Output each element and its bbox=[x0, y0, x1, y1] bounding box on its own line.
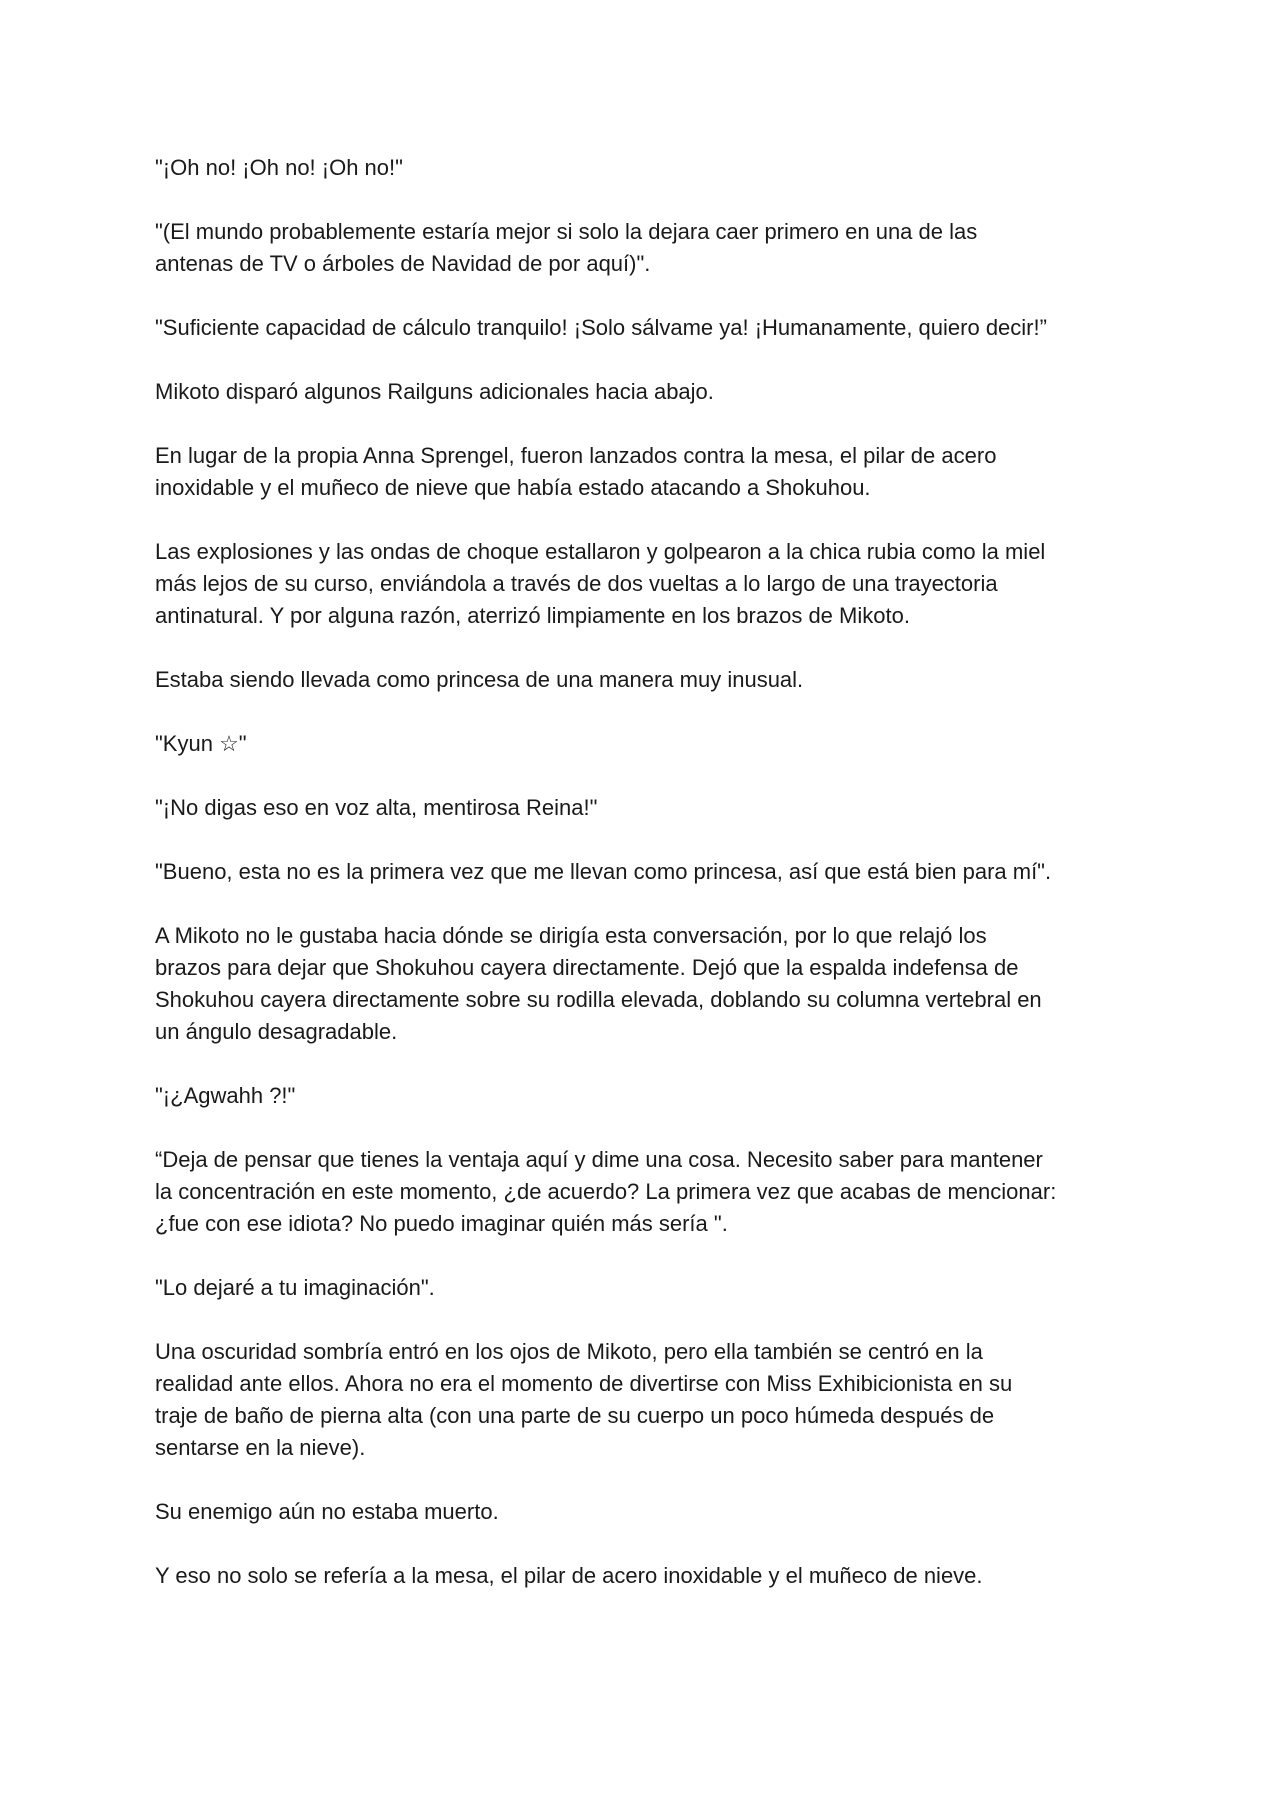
text-line: "¡¿Agwahh ?!" bbox=[155, 1083, 296, 1108]
text-line: Una oscuridad sombría entró en los ojos de Mikoto, pero ella también se centró en la bbox=[155, 1339, 983, 1364]
text-line: inoxidable y el muñeco de nieve que había estado atacando a Shokuhou. bbox=[155, 475, 871, 500]
text-line: "¡No digas eso en voz alta, mentirosa Reina!" bbox=[155, 795, 598, 820]
text-line: "¡Oh no! ¡Oh no! ¡Oh no!" bbox=[155, 155, 403, 180]
paragraph bbox=[155, 856, 1155, 888]
document-page bbox=[155, 152, 1155, 1624]
text-line: Las explosiones y las ondas de choque estallaron y golpearon a la chica rubia como la miel bbox=[155, 539, 1046, 564]
text-line: la concentración en este momento, ¿de acuerdo? La primera vez que acabas de mencionar: bbox=[155, 1179, 1057, 1204]
text-line: "Kyun ☆" bbox=[155, 731, 247, 756]
paragraph bbox=[155, 440, 1155, 504]
paragraph bbox=[155, 312, 1155, 344]
paragraph bbox=[155, 216, 1155, 280]
text-line: Su enemigo aún no estaba muerto. bbox=[155, 1499, 499, 1524]
text-line: "Bueno, esta no es la primera vez que me llevan como princesa, así que está bien para mí". bbox=[155, 859, 1052, 884]
text-line: más lejos de su curso, enviándola a través de dos vueltas a lo largo de una trayectoria bbox=[155, 571, 998, 596]
text-line: "(El mundo probablemente estaría mejor si solo la dejara caer primero en una de las bbox=[155, 219, 978, 244]
text-line: Estaba siendo llevada como princesa de una manera muy inusual. bbox=[155, 667, 804, 692]
paragraph bbox=[155, 1560, 1155, 1592]
text-line: sentarse en la nieve). bbox=[155, 1435, 366, 1460]
paragraph bbox=[155, 1080, 1155, 1112]
text-line: A Mikoto no le gustaba hacia dónde se dirigía esta conversación, por lo que relajó los bbox=[155, 923, 987, 948]
paragraph bbox=[155, 920, 1155, 1048]
text-line: “Deja de pensar que tienes la ventaja aquí y dime una cosa. Necesito saber para mantener bbox=[155, 1147, 1043, 1172]
text-line: Shokuhou cayera directamente sobre su rodilla elevada, doblando su columna vertebral en bbox=[155, 987, 1042, 1012]
text-line: antinatural. Y por alguna razón, aterrizó limpiamente en los brazos de Mikoto. bbox=[155, 603, 910, 628]
text-line: traje de baño de pierna alta (con una parte de su cuerpo un poco húmeda después de bbox=[155, 1403, 995, 1428]
text-line: En lugar de la propia Anna Sprengel, fueron lanzados contra la mesa, el pilar de acero bbox=[155, 443, 997, 468]
text-line: ¿fue con ese idiota? No puedo imaginar quién más sería ". bbox=[155, 1211, 728, 1236]
paragraph bbox=[155, 664, 1155, 696]
paragraph bbox=[155, 1144, 1155, 1240]
text-line: Y eso no solo se refería a la mesa, el pilar de acero inoxidable y el muñeco de nieve. bbox=[155, 1563, 983, 1588]
paragraph bbox=[155, 1336, 1155, 1464]
text-line: "Lo dejaré a tu imaginación". bbox=[155, 1275, 435, 1300]
text-line: realidad ante ellos. Ahora no era el momento de divertirse con Miss Exhibicionista en su bbox=[155, 1371, 1013, 1396]
paragraph bbox=[155, 152, 1155, 184]
text-line: un ángulo desagradable. bbox=[155, 1019, 398, 1044]
paragraph bbox=[155, 792, 1155, 824]
paragraph bbox=[155, 1496, 1155, 1528]
text-line: brazos para dejar que Shokuhou cayera directamente. Dejó que la espalda indefensa de bbox=[155, 955, 1019, 980]
text-line: antenas de TV o árboles de Navidad de por aquí)". bbox=[155, 251, 651, 276]
paragraph bbox=[155, 1272, 1155, 1304]
paragraph bbox=[155, 376, 1155, 408]
paragraph bbox=[155, 536, 1155, 632]
paragraph bbox=[155, 728, 1155, 760]
text-line: Mikoto disparó algunos Railguns adicionales hacia abajo. bbox=[155, 379, 714, 404]
text-line: "Suficiente capacidad de cálculo tranquilo! ¡Solo sálvame ya! ¡Humanamente, quiero decir!” bbox=[155, 315, 1047, 340]
